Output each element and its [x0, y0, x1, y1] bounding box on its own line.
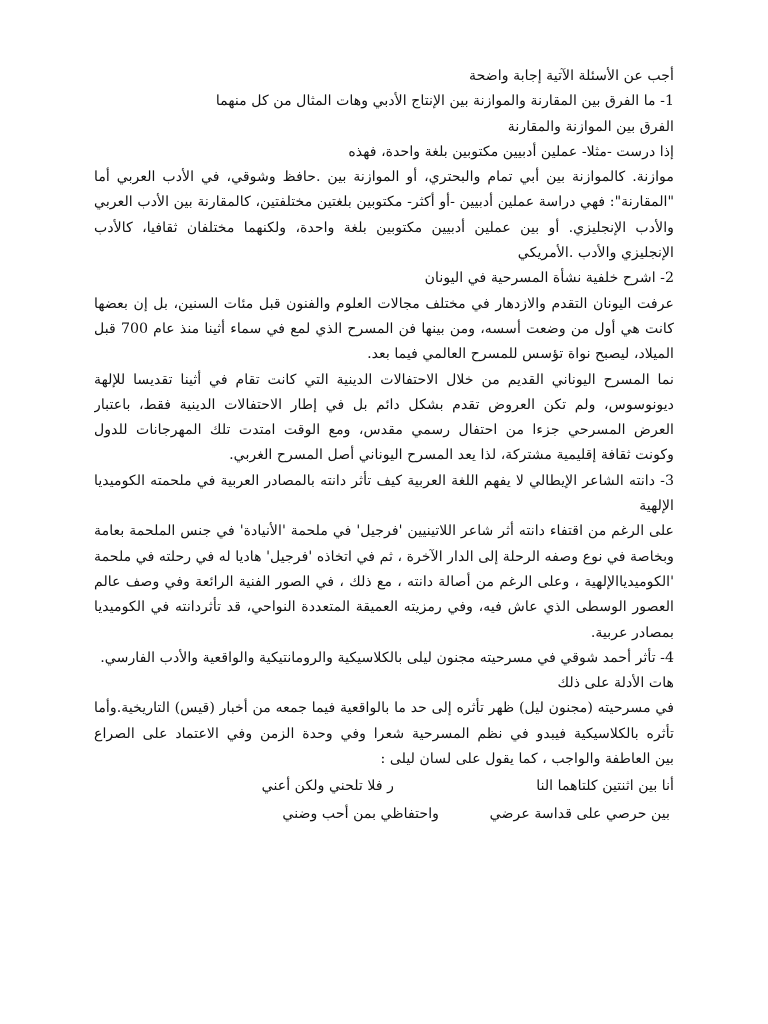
answer-3-line: وبخاصة في نوع وصفه الرحلة إلى الدار الآخرة ، ثم في اتخاذه 'فرجيل' هاديا له في رحلته في ملحمة	[94, 548, 674, 565]
answer-3-line: على الرغم من اقتفاء دانته أثر شاعر اللاتينيين 'فرجيل' في ملحمة 'الأنيادة' في جنس الملحمة بعامة	[94, 523, 674, 540]
answer-3-line: العصور الوسطى الذي عاش فيه، وفي رمزيته العميقة المتعددة النواحي، قد تأثردانته في الكوميديا	[94, 599, 674, 616]
answer-2-line: وكونت ثقافة إقليمية مشتركة، لذا يعد المسرح اليوناني أصل المسرح الغربي.	[229, 447, 674, 464]
question-3-continued: الإلهية	[639, 498, 674, 515]
answer-1-heading: الفرق بين الموازنة والمقارنة	[507, 118, 674, 135]
question-4: 4- تأثر أحمد شوقي في مسرحيته مجنون ليلى بالكلاسيكية والرومانتيكية والواقعية والأدب الفارسي.	[100, 649, 674, 666]
answer-1-line: موازنة. كالموازنة بين أبي تمام والبحتري، أو الموازنة بين .حافظ وشوقي، في الأدب العربي أما	[94, 169, 674, 186]
answer-4-line: بين العاطفة والواجب ، كما يقول على لسان ليلى :	[380, 751, 674, 768]
answer-2-line: عرفت اليونان التقدم والازدهار في مختلف مجالات العلوم والفنون قبل مئات السنين، بل إن بعضها	[94, 295, 674, 312]
answer-4-line: في مسرحيته (مجنون ليل) ظهر تأثره إلى حد ما بالواقعية فيما جمعه من أخبار (قيس) التاريخية.وأما	[94, 700, 674, 717]
answer-1-line: الإنجليزي والأدب .الأمريكي	[517, 245, 674, 262]
answer-4-line: تأثره بالكلاسيكية فيبدو في نظم المسرحية شعرا وفي وحدة الزمن وفي الاعتماد على الصراع	[94, 725, 674, 742]
question-2: 2- اشرح خلفية نشأة المسرحية في اليونان	[424, 270, 674, 287]
answer-2-line: الميلاد، ليصبح نواة تؤسس للمسرح العالمي فيما بعد.	[367, 346, 674, 363]
answer-3-line: 'الكوميدياالإلهية ، وعلى الرغم من أصالة دانته ، مع ذلك ، في الصور الفنية الرائعة وفي وصف عالم	[94, 573, 674, 590]
poem-verse	[94, 800, 674, 828]
verse-second-hemistich: ر فلا تلحني ولكن أعني	[261, 778, 394, 795]
verse-second-hemistich: واحتفاظي بمن أحب وضني	[282, 806, 439, 823]
question-3: 3- دانته الشاعر الإيطالي لا يفهم اللغة العربية كيف تأثر دانته بالمصادر العربية في ملحمته الكوميديا	[94, 472, 674, 489]
instruction-line: أجب عن الأسئلة الآتية إجابة واضحة	[468, 68, 674, 84]
answer-2-line: ديونوسوس، ولم تكن العروض تقدم بشكل دائم بل في إطار الاحتفالات الدينية فقط، باعتبار	[94, 396, 674, 413]
question-4-continued: هات الأدلة على ذلك	[557, 675, 674, 692]
answer-2-line: نما المسرح اليوناني القديم من خلال الاحتفالات الدينية التي كانت تقام في أثينا تقديسا للإلهة	[94, 371, 674, 388]
question-1: 1- ما الفرق بين المقارنة والموازنة بين الإنتاج الأدبي وهات المثال من كل منهما	[215, 93, 674, 110]
answer-2-line: العرض المسرحي جزءا من احتفال رسمي مقدس، ومع الوقت امتدت تلك المهرجانات للدول	[94, 422, 674, 439]
answer-2-line: كانت هي أول من وضعت أسسه، ومن بينها فن المسرح الذي لمع في سماء أثينا منذ عام 700 قبل	[94, 320, 674, 337]
answer-3-line: بمصادر عربية.	[590, 624, 674, 641]
answer-1-line: إذا درست -مثلا- عملين أدبيين مكتوبين بلغة واحدة، فهذه	[348, 143, 674, 160]
poem-verse	[94, 772, 674, 800]
answer-1-line: "المقارنة": فهي دراسة عملين أدبيين -أو أكثر- مكتوبين بلغتين مختلفتين، كالمقارنة بين الأدب العربي	[94, 194, 674, 211]
answer-1-line: والأدب الإنجليزي. أو بين عملين أدبيين مكتوبين بلغة واحدة، ولكنهما مختلفان ثقافيا، كالأدب	[94, 219, 674, 236]
verse-first-hemistich: أنا بين اثنتين كلتاهما النا	[536, 778, 674, 795]
verse-first-hemistich: بين حرصي على قداسة عرضي	[489, 806, 670, 823]
